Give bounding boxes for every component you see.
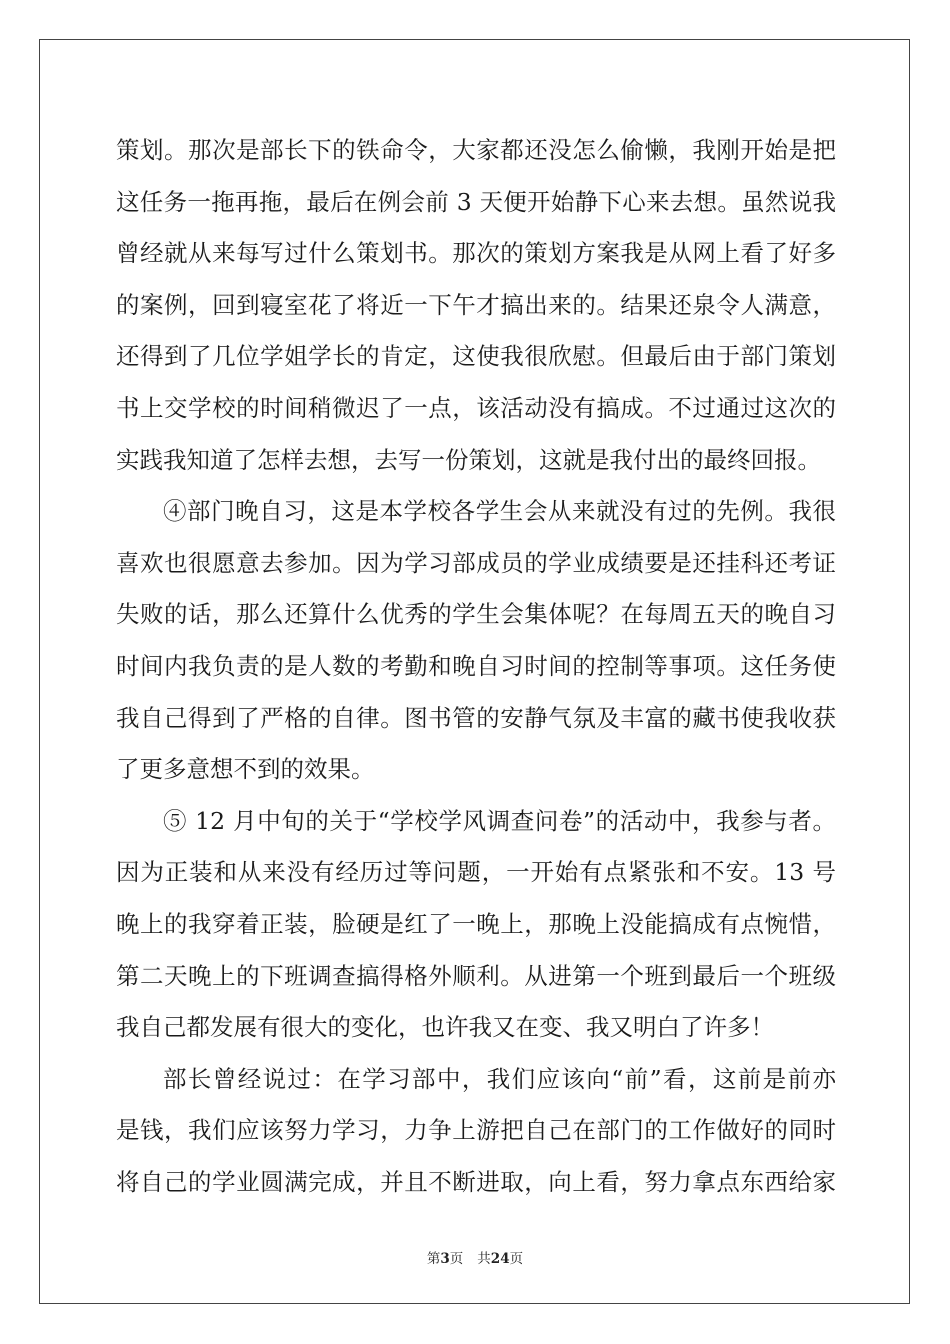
text-line: 策划。那次是部长下的铁命令，大家都还没怎么偷懒，我刚开始是把 xyxy=(116,136,836,164)
text-line: 的案例，回到寝室花了将近一下午才搞出来的。结果还泉令人满意， xyxy=(116,290,836,319)
text-line: 还得到了几位学姐学长的肯定，这使我很欣慰。但最后由于部门策划 xyxy=(116,342,836,371)
footer-prefix: 第 xyxy=(426,1251,441,1267)
text-line: ⑤ 12 月中旬的关于“学校学风调查问卷”的活动中，我参与者。 xyxy=(163,806,836,835)
text-line: 因为正装和从来没有经历过等问题，一开始有点紧张和不安。13 号 xyxy=(116,858,836,887)
text-line: 我自己都发展有很大的变化，也许我又在变、我又明白了许多！ xyxy=(116,1013,774,1042)
text-line: 了更多意想不到的效果。 xyxy=(116,755,375,784)
text-line: 时间内我负责的是人数的考勤和晚自习时间的控制等事项。这任务使 xyxy=(116,651,836,680)
text-line: 书上交学校的时间稍微迟了一点，该活动没有搞成。不过通过这次的 xyxy=(116,393,836,422)
text-line: 第二天晚上的下班调查搞得格外顺利。从进第一个班到最后一个班级 xyxy=(116,961,836,990)
text-line: 实践我知道了怎样去想，去写一份策划，这就是我付出的最终回报。 xyxy=(116,445,821,474)
text-line: 部长曾经说过：在学习部中，我们应该向“前”看，这前是前亦 xyxy=(163,1064,836,1093)
text-line: 晚上的我穿着正装，脸硬是红了一晚上，那晚上没能搞成有点惋惜， xyxy=(116,909,836,938)
text-line: 这任务一拖再拖，最后在例会前 3 天便开始静下心来去想。虽然说我 xyxy=(116,187,836,216)
document-body xyxy=(116,128,836,1211)
text-line: ④部门晚自习，这是本学校各学生会从来就没有过的先例。我很 xyxy=(163,497,836,526)
total-page-number: 24 xyxy=(490,1251,510,1267)
current-page-number: 3 xyxy=(440,1251,450,1267)
footer-total-suffix: 页 xyxy=(509,1251,524,1267)
text-line: 我自己得到了严格的自律。图书管的安静气氛及丰富的藏书使我收获 xyxy=(116,703,836,732)
footer-page-suffix: 页 xyxy=(449,1251,464,1267)
text-line: 将自己的学业圆满完成，并且不断进取，向上看，努力拿点东西给家 xyxy=(116,1167,836,1196)
text-line: 失败的话，那么还算什么优秀的学生会集体呢？在每周五天的晚自习 xyxy=(116,600,836,629)
text-line: 曾经就从来每写过什么策划书。那次的策划方案我是从网上看了好多 xyxy=(116,239,836,268)
text-line: 喜欢也很愿意去参加。因为学习部成员的学业成绩要是还挂科还考证 xyxy=(116,548,836,577)
text-line: 是钱，我们应该努力学习，力争上游把自己在部门的工作做好的同时 xyxy=(116,1116,836,1145)
footer-total-prefix: 共 xyxy=(477,1251,491,1267)
page-footer xyxy=(0,1247,950,1267)
